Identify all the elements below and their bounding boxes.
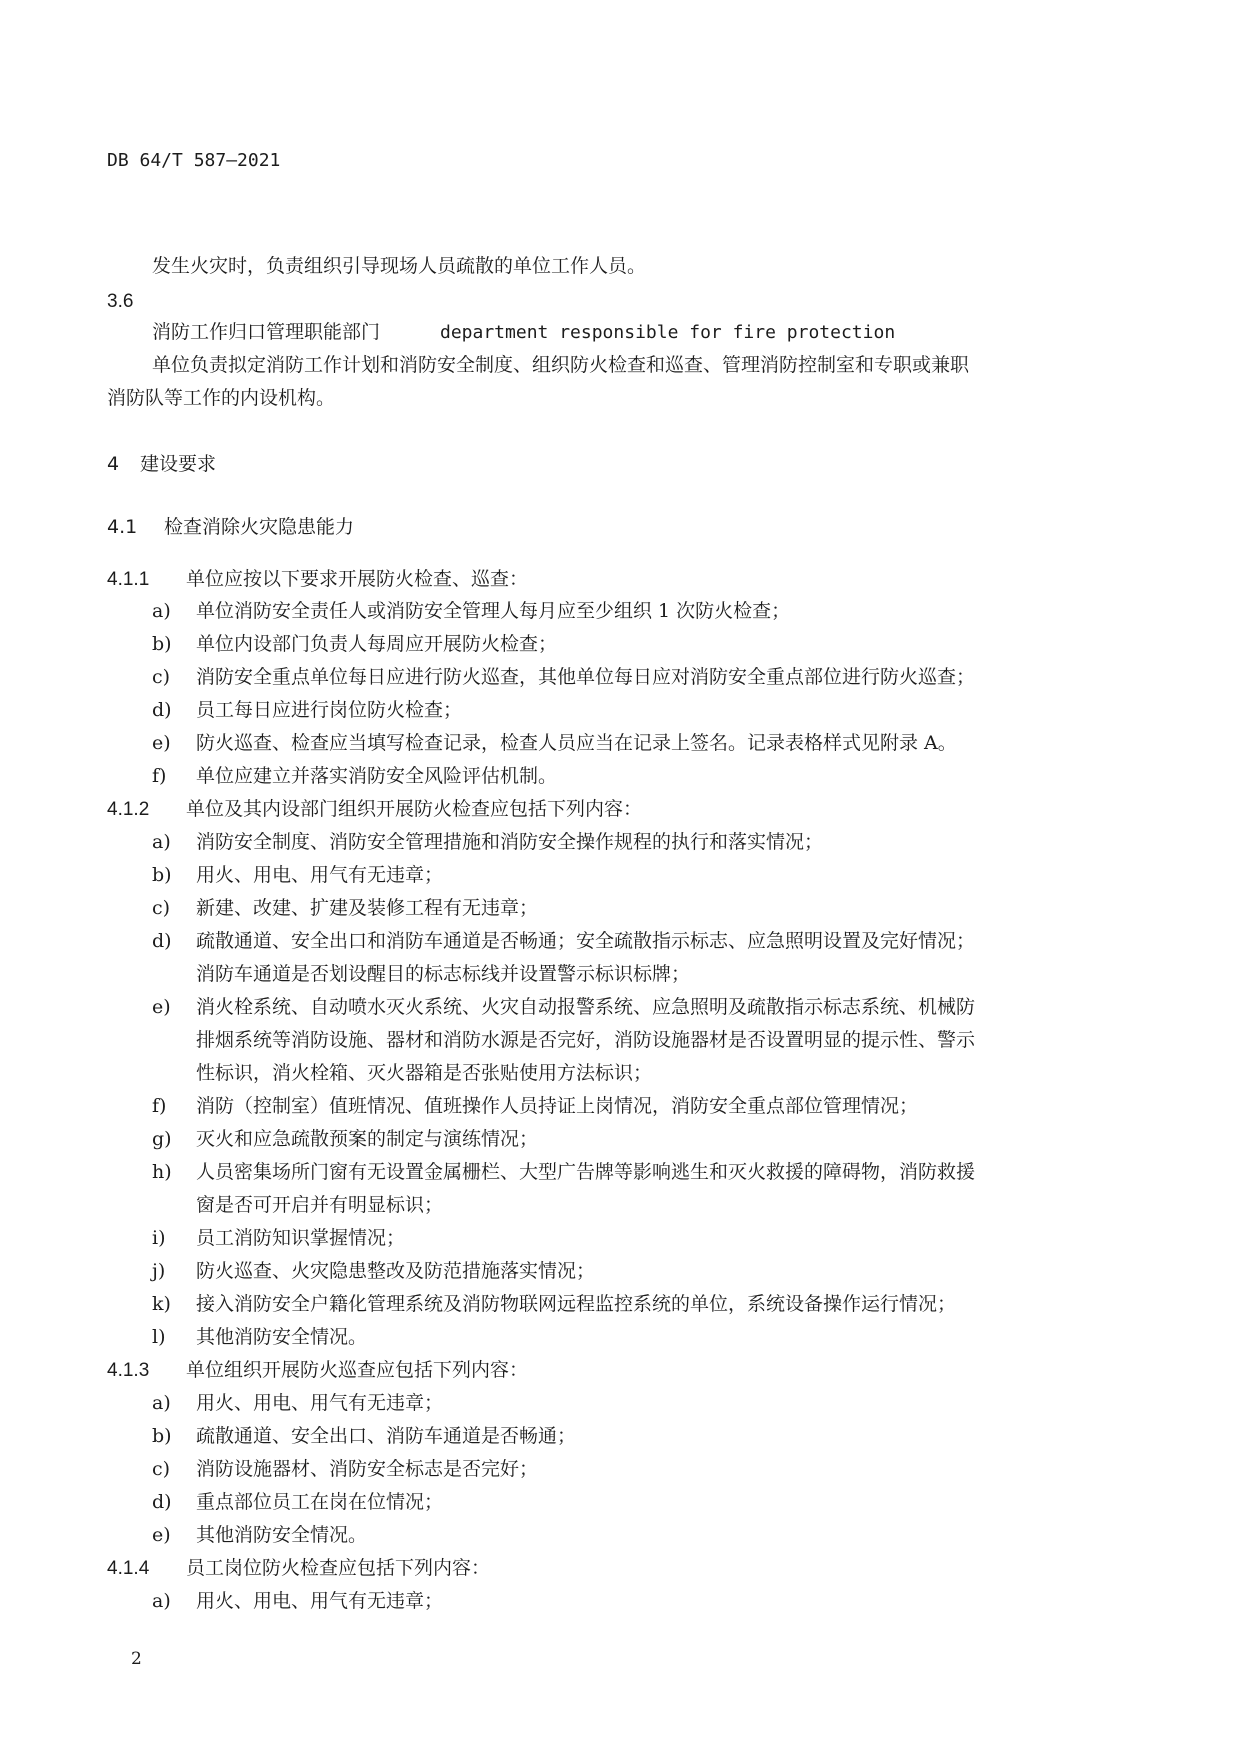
list-item: 用火、用电、用气有无违章； xyxy=(196,864,444,886)
list-item-mark: a) xyxy=(152,600,171,622)
list-item-mark: d) xyxy=(152,1491,172,1513)
list-item: 疏散通道、安全出口、消防车通道是否畅通； xyxy=(196,1425,577,1447)
term-definition-line-2: 消防队等工作的内设机构。 xyxy=(107,387,336,409)
list-item: 员工消防知识掌握情况； xyxy=(196,1227,406,1249)
list-item: 人员密集场所门窗有无设置金属栅栏、大型广告牌等影响逃生和灭火救援的障碍物，消防救援 xyxy=(196,1161,976,1183)
list-item-mark: j) xyxy=(152,1260,166,1282)
list-item-mark: d) xyxy=(152,699,172,721)
list-item-continuation: 排烟系统等消防设施、器材和消防水源是否完好，消防设施器材是否设置明显的提示性、警示 xyxy=(196,1029,976,1051)
term-definition-line-1: 单位负责拟定消防工作计划和消防安全制度、组织防火检查和巡查、管理消防控制室和专职或兼职 xyxy=(152,354,970,376)
list-item-mark: l) xyxy=(152,1326,166,1348)
list-item-mark: f) xyxy=(152,1095,167,1117)
list-item-mark: d) xyxy=(152,930,172,952)
section-number: 4 xyxy=(107,453,120,475)
list-item-continuation: 消防车通道是否划设醒目的标志标线并设置警示标识标牌； xyxy=(196,963,691,985)
list-item-mark: c) xyxy=(152,897,171,919)
list-item: 单位消防安全责任人或消防安全管理人每月应至少组织 1 次防火检查； xyxy=(196,600,791,622)
list-item-mark: a) xyxy=(152,1392,171,1414)
standard-number: DB 64/T 587—2021 xyxy=(107,150,281,171)
list-item-mark: e) xyxy=(152,996,171,1018)
clause-number: 4.1.4 xyxy=(107,1558,150,1579)
list-item-mark: b) xyxy=(152,633,172,655)
list-item: 用火、用电、用气有无违章； xyxy=(196,1590,444,1612)
clause-number: 4.1.2 xyxy=(107,799,150,820)
clause-text: 员工岗位防火检查应包括下列内容： xyxy=(186,1557,491,1579)
page-number: 2 xyxy=(131,1649,142,1669)
list-item: 其他消防安全情况。 xyxy=(196,1524,368,1546)
list-item-mark: i) xyxy=(152,1227,166,1249)
term-zh: 消防工作归口管理职能部门 xyxy=(152,321,381,343)
list-item-mark: a) xyxy=(152,831,171,853)
clause-text: 单位及其内设部门组织开展防火检查应包括下列内容： xyxy=(186,798,643,820)
list-item: 其他消防安全情况。 xyxy=(196,1326,368,1348)
list-item-mark: a) xyxy=(152,1590,171,1612)
list-item: 疏散通道、安全出口和消防车通道是否畅通；安全疏散指示标志、应急照明设置及完好情况； xyxy=(196,930,976,952)
section-title: 建设要求 xyxy=(140,453,217,475)
list-item: 单位内设部门负责人每周应开展防火检查； xyxy=(196,633,558,655)
list-item-continuation: 窗是否可开启并有明显标识； xyxy=(196,1194,444,1216)
clause-number: 4.1.1 xyxy=(107,569,150,590)
list-item: 消防安全重点单位每日应进行防火巡查，其他单位每日应对消防安全重点部位进行防火巡查； xyxy=(196,666,976,688)
list-item-mark: e) xyxy=(152,732,171,754)
list-item: 用火、用电、用气有无违章； xyxy=(196,1392,444,1414)
list-item: 重点部位员工在岗在位情况； xyxy=(196,1491,444,1513)
clause-text: 单位组织开展防火巡查应包括下列内容： xyxy=(186,1359,529,1381)
clause-number: 4.1.3 xyxy=(107,1360,150,1381)
list-item: 员工每日应进行岗位防火检查； xyxy=(196,699,463,721)
subsection-number: 4.1 xyxy=(107,516,138,538)
term-en: department responsible for fire protection xyxy=(440,322,896,343)
list-item-mark: k) xyxy=(152,1293,171,1315)
list-item: 灭火和应急疏散预案的制定与演练情况； xyxy=(196,1128,539,1150)
clause-text: 单位应按以下要求开展防火检查、巡查： xyxy=(186,568,529,590)
previous-definition: 发生火灾时，负责组织引导现场人员疏散的单位工作人员。 xyxy=(152,255,647,277)
list-item: 消火栓系统、自动喷水灭火系统、火灾自动报警系统、应急照明及疏散指示标志系统、机械防 xyxy=(196,996,976,1018)
term-number: 3.6 xyxy=(107,291,134,312)
list-item-continuation: 性标识，消火栓箱、灭火器箱是否张贴使用方法标识； xyxy=(196,1062,653,1084)
list-item-mark: c) xyxy=(152,1458,171,1480)
list-item: 消防（控制室）值班情况、值班操作人员持证上岗情况，消防安全重点部位管理情况； xyxy=(196,1095,919,1117)
list-item-mark: g) xyxy=(152,1128,172,1150)
list-item: 消防设施器材、消防安全标志是否完好； xyxy=(196,1458,539,1480)
list-item: 单位应建立并落实消防安全风险评估机制。 xyxy=(196,765,558,787)
list-item: 防火巡查、检查应当填写检查记录，检查人员应当在记录上签名。记录表格样式见附录 A。 xyxy=(196,732,957,754)
list-item: 接入消防安全户籍化管理系统及消防物联网远程监控系统的单位，系统设备操作运行情况； xyxy=(196,1293,957,1315)
list-item-mark: f) xyxy=(152,765,167,787)
list-item-mark: c) xyxy=(152,666,171,688)
list-item-mark: e) xyxy=(152,1524,171,1546)
list-item: 防火巡查、火灾隐患整改及防范措施落实情况； xyxy=(196,1260,596,1282)
list-item-mark: b) xyxy=(152,864,172,886)
list-item-mark: h) xyxy=(152,1161,172,1183)
list-item: 消防安全制度、消防安全管理措施和消防安全操作规程的执行和落实情况； xyxy=(196,831,824,853)
subsection-title: 检查消除火灾隐患能力 xyxy=(164,516,355,538)
list-item: 新建、改建、扩建及装修工程有无违章； xyxy=(196,897,539,919)
list-item-mark: b) xyxy=(152,1425,172,1447)
